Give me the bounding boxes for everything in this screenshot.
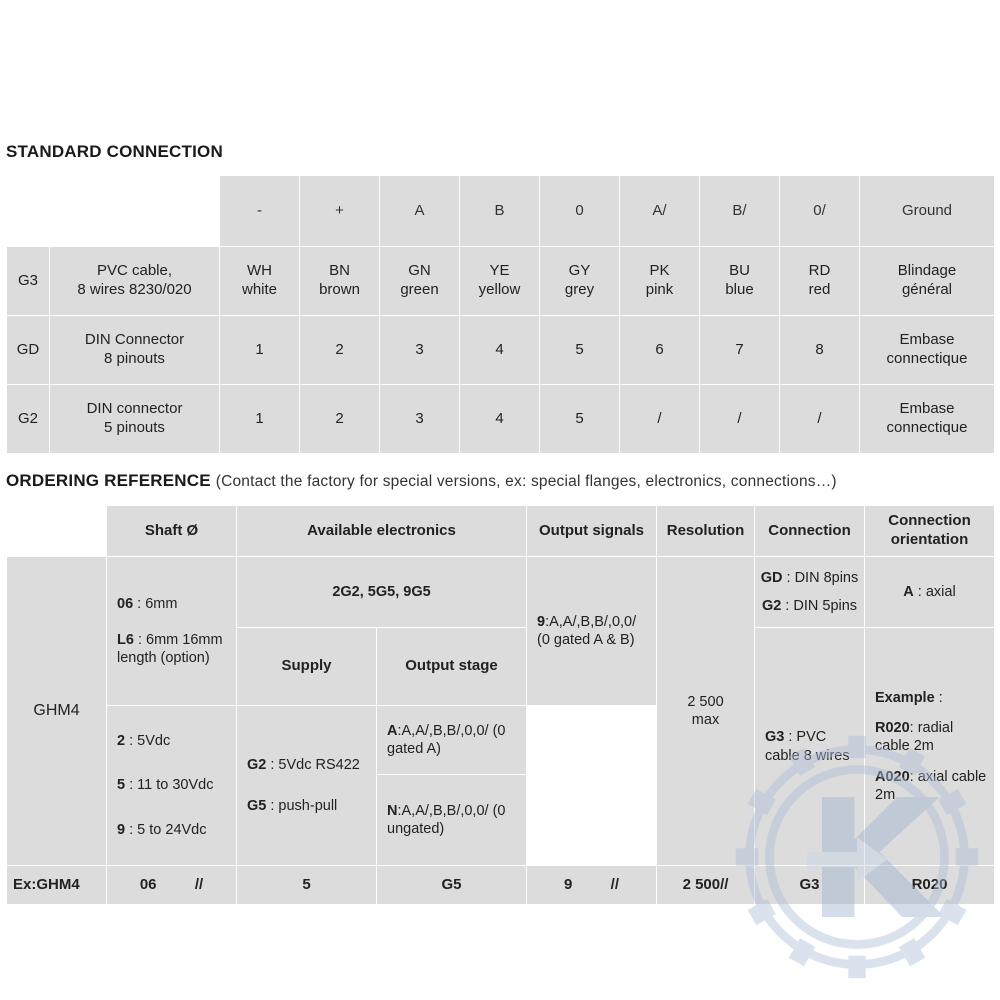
corner-cell	[50, 176, 220, 247]
example-row	[7, 866, 995, 905]
corner-cell	[7, 176, 50, 247]
row-code: GD	[7, 316, 50, 385]
row-code: G2	[7, 385, 50, 454]
supply-option-2: 2 : 5Vdc	[117, 733, 171, 750]
column-header: -	[220, 176, 300, 247]
column-header: 0/	[780, 176, 860, 247]
cell: 6	[620, 316, 700, 385]
table-header-row	[7, 506, 995, 557]
table-row	[7, 385, 995, 454]
orientation-examples-cell	[865, 628, 995, 866]
resolution-cell: 2 500 max	[657, 557, 755, 866]
output-stage-option-g5: G5 : push-pull	[247, 797, 338, 814]
orientation-option-r020: R020: radial cable 2m	[875, 720, 954, 755]
example-signal-value: 9	[563, 875, 573, 893]
example-resolution: 2 500//	[657, 866, 755, 905]
output-signal-option-9	[527, 557, 657, 706]
cell: 7	[700, 316, 780, 385]
header-electronics: Available electronics	[237, 506, 527, 557]
cell: YE yellow	[460, 247, 540, 316]
column-header: 0	[540, 176, 620, 247]
cell: GN green	[380, 247, 460, 316]
row-description: PVC cable, 8 wires 8230/020	[50, 247, 220, 316]
cell: 3	[380, 316, 460, 385]
header-output-signals: Output signals	[527, 506, 657, 557]
output-stage-options-cell	[237, 706, 377, 866]
orientation-axial-cell: A : axial	[865, 557, 995, 628]
output-stage-option-g2: G2 : 5Vdc RS422	[247, 757, 360, 774]
cell: Blindage général	[860, 247, 995, 316]
row-description: DIN Connector 8 pinouts	[50, 316, 220, 385]
table-row	[7, 316, 995, 385]
cell: 2	[300, 316, 380, 385]
cell: 3	[380, 385, 460, 454]
orientation-option-a020: A020: axial cable 2m	[875, 768, 987, 803]
example-shaft	[107, 866, 237, 905]
example-connection: G3	[755, 866, 865, 905]
ordering-reference-title	[6, 471, 837, 491]
output-signal-n-text: N:A,A/,B,B/,0,0/ (0 ungated)	[387, 802, 506, 837]
cell: Embase connectique	[860, 385, 995, 454]
output-signal-a-text: A:A,A/,B,B/,0,0/ (0 gated A)	[387, 722, 506, 757]
table-header-row	[7, 176, 995, 247]
cell: 1	[220, 385, 300, 454]
cell: 5	[540, 385, 620, 454]
connection-cable-cell	[755, 628, 865, 866]
supply-options-cell	[107, 706, 237, 866]
output-signal-option-n	[377, 775, 527, 866]
electronics-types-cell: 2G2, 5G5, 9G5	[237, 557, 527, 628]
connection-option-g3: G3 : PVC cable 8 wires	[765, 729, 850, 764]
cell: WH white	[220, 247, 300, 316]
cell: BN brown	[300, 247, 380, 316]
model-cell: GHM4	[7, 557, 107, 866]
example-output-stage: G5	[377, 866, 527, 905]
standard-connection-table	[6, 175, 995, 454]
cell: GY grey	[540, 247, 620, 316]
supply-option-9: 9 : 5 to 24Vdc	[117, 821, 207, 838]
column-header: Ground	[860, 176, 995, 247]
cell: 5	[540, 316, 620, 385]
header-output-stage: Output stage	[377, 628, 527, 706]
cell: RD red	[780, 247, 860, 316]
table-row	[7, 557, 995, 628]
output-signal-9-text: 9:A,A/,B,B/,0,0/ (0 gated A & B)	[537, 613, 637, 648]
orientation-example-label: Example :	[875, 690, 943, 707]
corner-cell	[7, 506, 107, 557]
output-signal-option-a	[377, 706, 527, 775]
table-row	[7, 247, 995, 316]
cell: BU blue	[700, 247, 780, 316]
header-resolution: Resolution	[657, 506, 755, 557]
cell: 4	[460, 316, 540, 385]
column-header: B	[460, 176, 540, 247]
ordering-reference-note: (Contact the factory for special versions, ex: special flanges, electronics, connections…)	[215, 473, 837, 490]
cell: /	[780, 385, 860, 454]
cell: 2	[300, 385, 380, 454]
example-signal	[527, 866, 657, 905]
cell: 1	[220, 316, 300, 385]
cell: Embase connectique	[860, 316, 995, 385]
cell: 8	[780, 316, 860, 385]
example-separator-1: //	[194, 875, 204, 893]
example-supply: 5	[237, 866, 377, 905]
header-supply: Supply	[237, 628, 377, 706]
example-orientation: R020	[865, 866, 995, 905]
shaft-option-l6: L6 : 6mm 16mm length (option)	[117, 631, 223, 667]
ordering-reference-table	[6, 505, 995, 905]
example-separator-2: //	[610, 875, 620, 893]
cell: 4	[460, 385, 540, 454]
header-connection: Connection	[755, 506, 865, 557]
cell: /	[620, 385, 700, 454]
supply-option-5: 5 : 11 to 30Vdc	[117, 777, 214, 794]
cell: /	[700, 385, 780, 454]
connection-option-g2: G2 : DIN 5pins	[761, 598, 858, 614]
ordering-reference-label: ORDERING REFERENCE	[6, 471, 211, 490]
example-label: Ex:GHM4	[7, 866, 107, 905]
standard-connection-title: STANDARD CONNECTION	[6, 142, 223, 161]
column-header: B/	[700, 176, 780, 247]
column-header: A	[380, 176, 460, 247]
shaft-options-cell	[107, 557, 237, 706]
connection-din-cell	[755, 557, 865, 628]
column-header: A/	[620, 176, 700, 247]
example-shaft-value: 06	[139, 875, 157, 893]
header-shaft: Shaft Ø	[107, 506, 237, 557]
column-header: +	[300, 176, 380, 247]
header-connection-orientation: Connection orientation	[865, 506, 995, 557]
row-code: G3	[7, 247, 50, 316]
cell: PK pink	[620, 247, 700, 316]
shaft-option-06: 06 : 6mm	[117, 595, 178, 612]
connection-option-gd: GD : DIN 8pins	[760, 569, 859, 586]
row-description: DIN connector 5 pinouts	[50, 385, 220, 454]
